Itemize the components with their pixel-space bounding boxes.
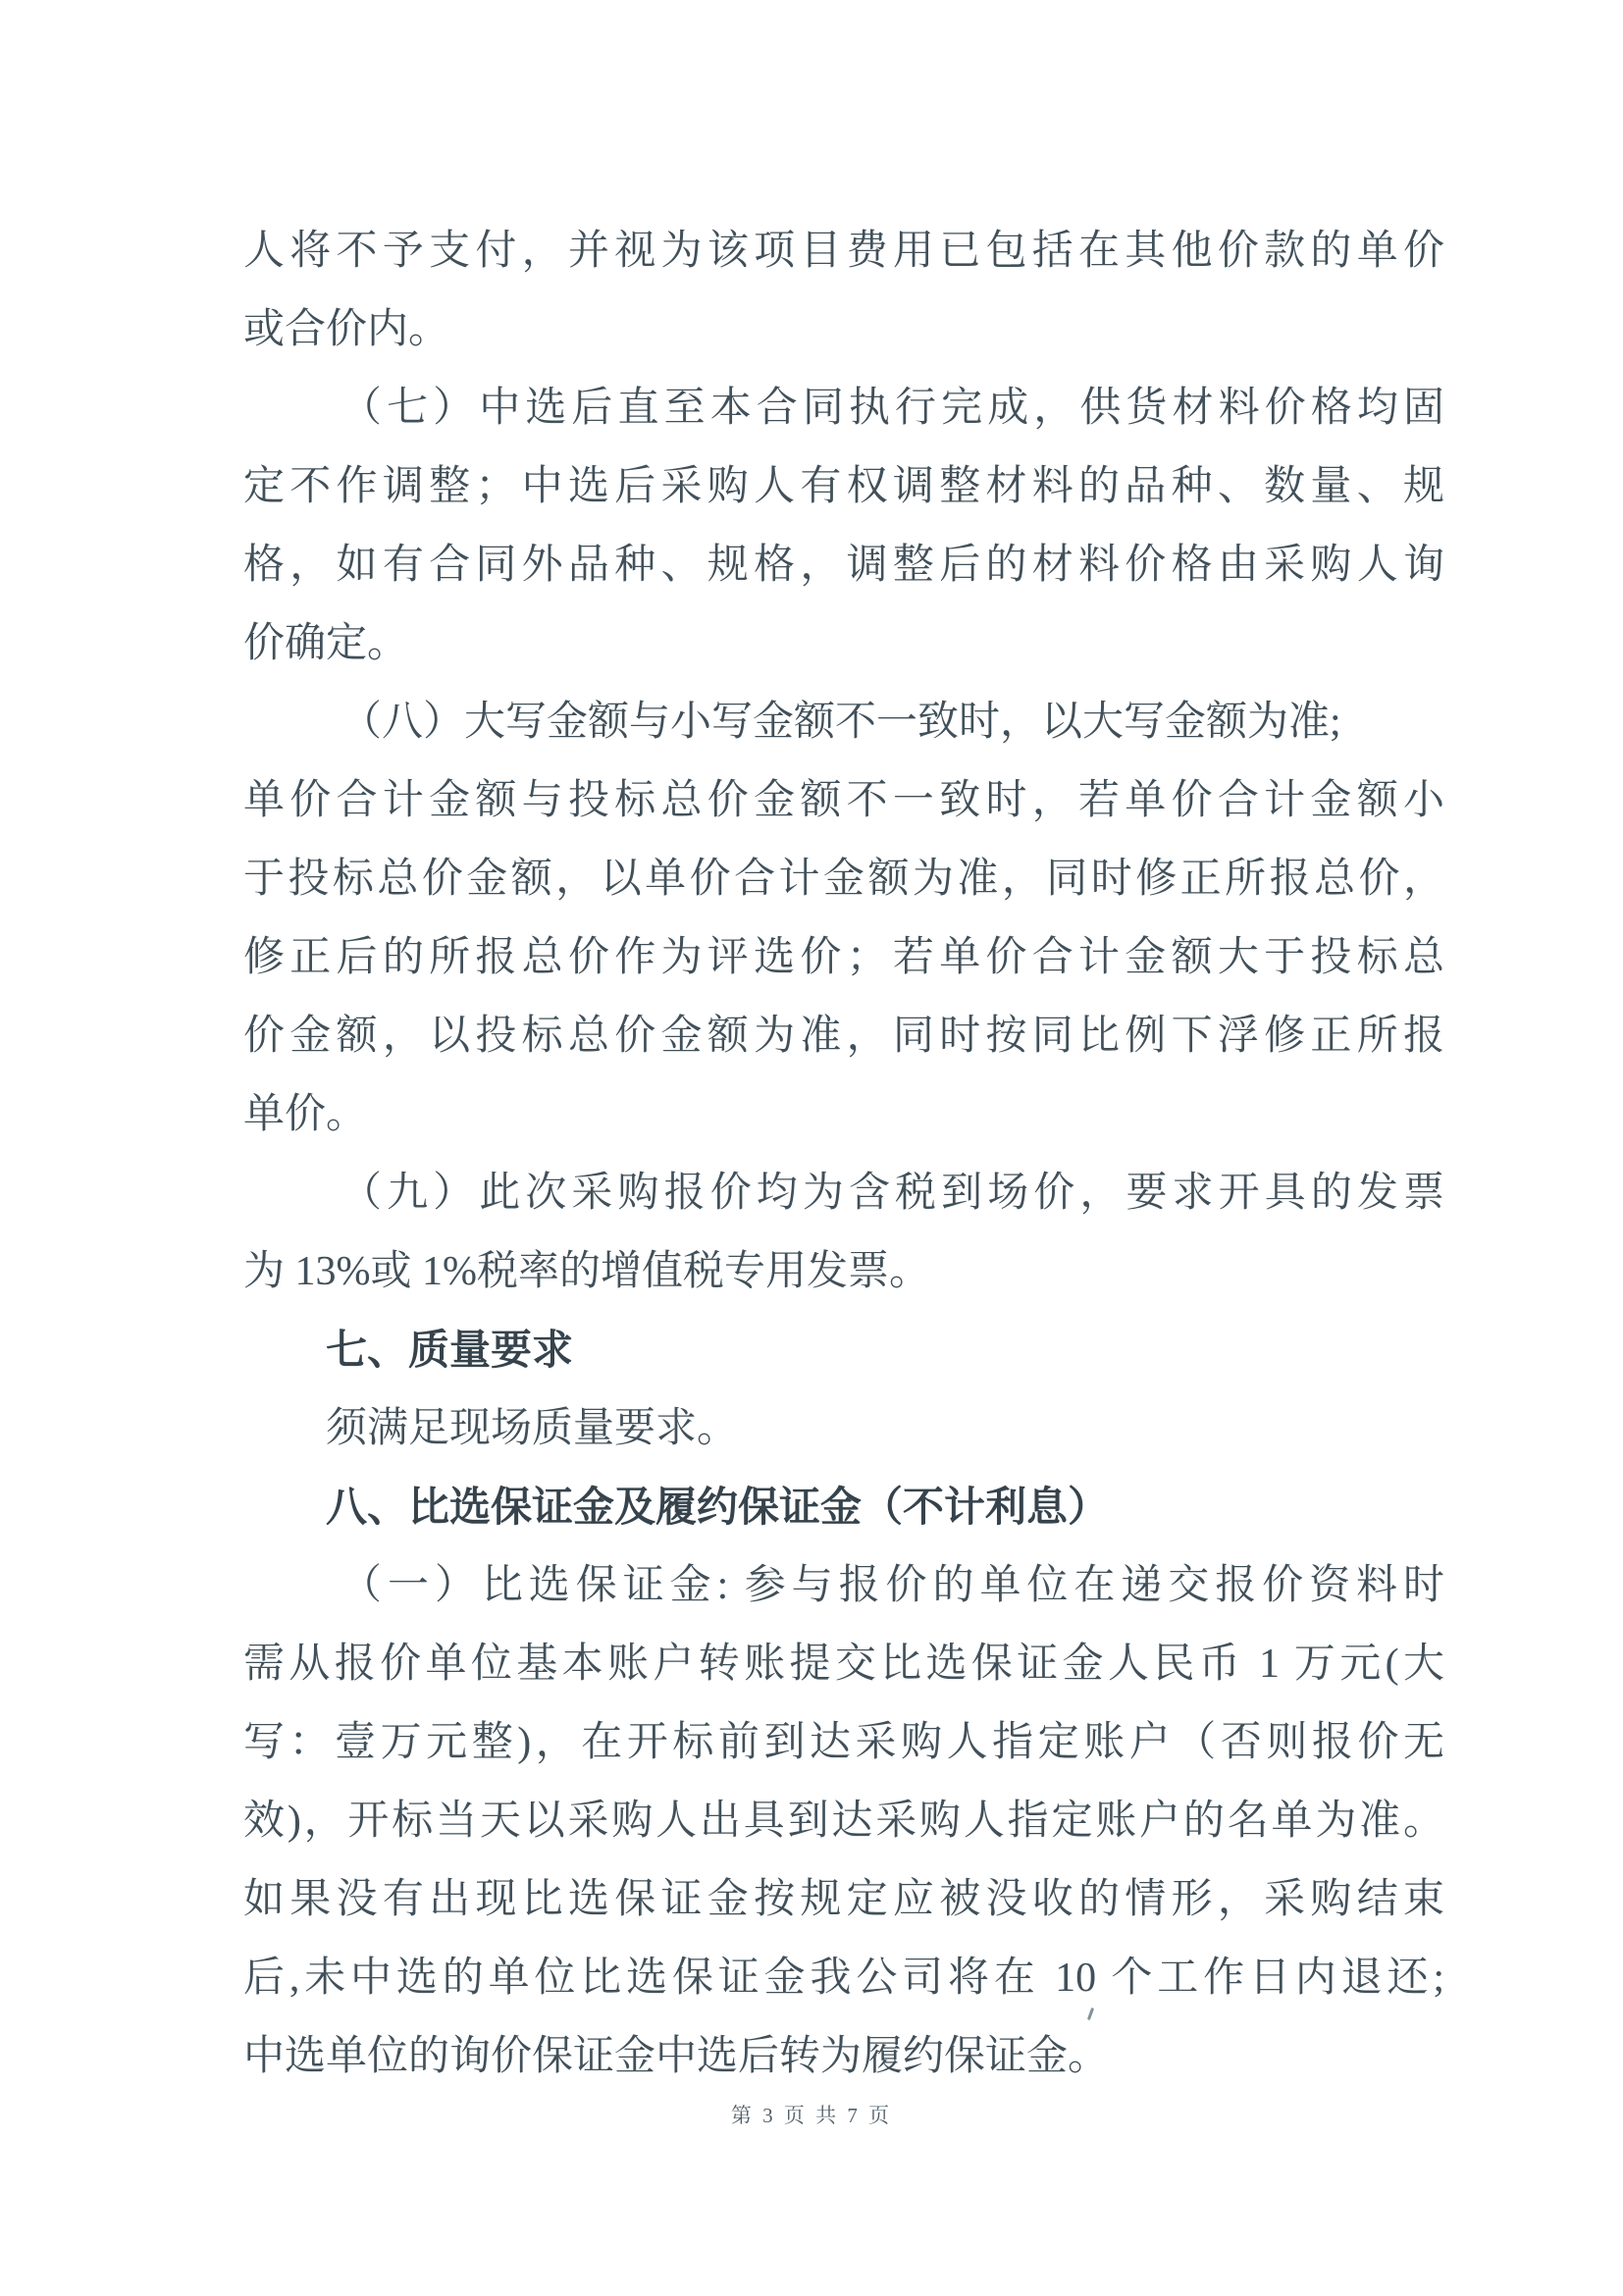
paragraph-line-item9: （九）此次采购报价均为含税到场价，要求开具的发票 (340, 1171, 1444, 1216)
text-line: 于投标总价金额，以单价合计金额为准，同时修正所报总价， (243, 857, 1444, 902)
text-line: 单价合计金额与投标总价金额不一致时，若单价合计金额小 (243, 778, 1444, 823)
text-line: 人将不予支付，并视为该项目费用已包括在其他价款的单价 (243, 229, 1444, 274)
paragraph-line-item1: （一）比选保证金: 参与报价的单位在递交报价资料时 (340, 1563, 1444, 1608)
text-line: 或合价内。 (243, 307, 450, 352)
text-line: 写：壹万元整)，在开标前到达采购人指定账户（否则报价无 (243, 1720, 1444, 1765)
paragraph-line-item8: （八）大写金额与小写金额不一致时，以大写金额为准; (340, 700, 1341, 745)
page-footer: 第 3 页 共 7 页 (730, 2104, 893, 2127)
text-line: 为 13%或 1%税率的增值税专用发票。 (243, 1249, 930, 1294)
text-line: 价金额，以投标总价金额为准，同时按同比例下浮修正所报 (243, 1014, 1444, 1059)
text-line: 后,未中选的单位比选保证金我公司将在 10 个工作日内退还; (243, 1956, 1444, 2001)
text-line: 如果没有出现比选保证金按规定应被没收的情形，采购结束 (243, 1877, 1444, 1922)
text-line: 须满足现场质量要求。 (326, 1406, 739, 1451)
text-line: 定不作调整；中选后采购人有权调整材料的品种、数量、规 (243, 464, 1444, 509)
text-line: 效)，开标当天以采购人出具到达采购人指定账户的名单为准。 (243, 1799, 1444, 1844)
text-line: 格，如有合同外品种、规格，调整后的材料价格由采购人询 (243, 543, 1444, 588)
text-line: 修正后的所报总价作为评选价；若单价合计金额大于投标总 (243, 935, 1444, 980)
text-line: 单价。 (243, 1092, 368, 1137)
text-line: 价确定。 (243, 621, 409, 666)
document-body (243, 212, 1444, 2096)
section-heading-deposit: 八、比选保证金及履约保证金（不计利息） (326, 1484, 1110, 1530)
paragraph-line-item7: （七）中选后直至本合同执行完成，供货材料价格均固 (340, 386, 1444, 431)
text-line: 中选单位的询价保证金中选后转为履约保证金。 (243, 2034, 1110, 2079)
text-line: 需从报价单位基本账户转账提交比选保证金人民币 1 万元(大 (243, 1642, 1444, 1687)
section-heading-quality: 七、质量要求 (326, 1327, 574, 1373)
